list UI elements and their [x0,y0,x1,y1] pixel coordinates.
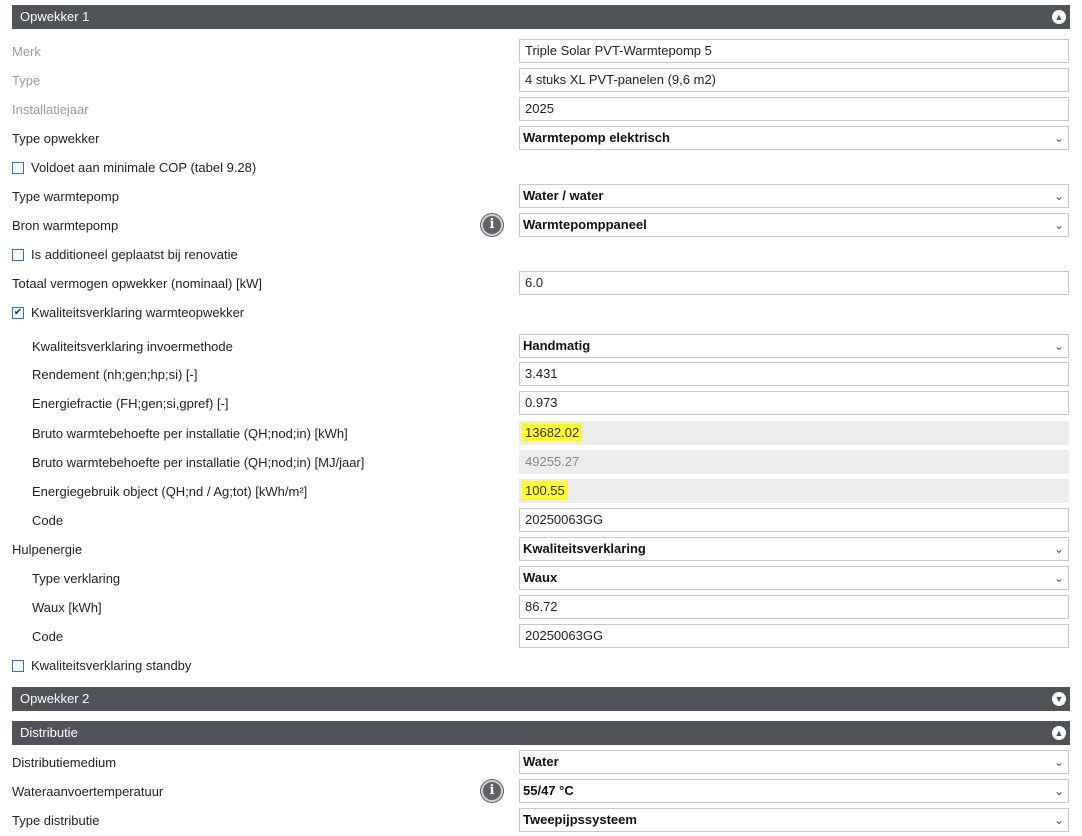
type-warmtepomp-select[interactable] [519,184,1069,208]
row-type-opwekker [0,124,1082,153]
distributiemedium-label: Distributiemedium [12,755,117,770]
bruto-mj-label: Bruto warmtebehoefte per installatie (QH;nod;in) [MJ/jaar] [32,455,365,470]
row-additioneel [0,240,1082,269]
installatiejaar-input[interactable]: 2025 [519,97,1069,121]
info-icon[interactable] [481,214,503,236]
row-type-distributie [0,806,1082,835]
bruto-kwh-field [519,421,1069,445]
row-invoermethode [0,332,1082,361]
bruto-kwh-label: Bruto warmtebehoefte per installatie (QH;nod;in) [kWh] [32,426,348,441]
chevron-up-icon[interactable]: ▲ [1052,10,1066,24]
row-type [0,66,1082,95]
min-cop-label: Voldoet aan minimale COP (tabel 9.28) [31,160,257,175]
kwaliteitsverklaring-label: Kwaliteitsverklaring warmteopwekker [31,305,245,320]
type-label: Type [12,73,41,88]
row-standby [0,651,1082,680]
row-bruto-kwh [0,419,1082,448]
chevron-down-icon: ⌄ [1053,813,1064,827]
bron-warmtepomp-label: Bron warmtepomp [12,218,119,233]
chevron-down-icon: ⌄ [1053,131,1064,145]
row-energiefractie [0,389,1082,418]
hulpenergie-label: Hulpenergie [12,542,83,557]
invoermethode-value: Handmatig [523,338,591,353]
row-distributiemedium [0,748,1082,777]
type-opwekker-value: Warmtepomp elektrisch [523,130,670,145]
section-title: Distributie [20,725,78,740]
chevron-down-icon[interactable]: ▼ [1052,692,1066,706]
chevron-down-icon: ⌄ [1053,189,1064,203]
chevron-down-icon: ⌄ [1053,542,1064,556]
totaal-vermogen-input[interactable]: 6.0 [519,271,1069,295]
hulpenergie-select[interactable] [519,537,1069,561]
standby-checkbox[interactable] [12,660,24,672]
type-verklaring-label: Type verklaring [32,571,121,586]
row-kwaliteitsverklaring [0,298,1082,327]
waux-input[interactable]: 86.72 [519,595,1069,619]
row-type-warmtepomp [0,182,1082,211]
info-icon[interactable] [481,780,503,802]
additioneel-checkbox[interactable] [12,249,24,261]
min-cop-checkbox[interactable] [12,162,24,174]
installatiejaar-label: Installatiejaar [12,102,89,117]
type-distributie-select[interactable] [519,808,1069,832]
invoermethode-label: Kwaliteitsverklaring invoermethode [32,339,233,354]
wateraanvoertemperatuur-select[interactable] [519,779,1069,803]
invoermethode-select[interactable] [519,334,1069,358]
row-bruto-mj [0,448,1082,477]
row-rendement [0,360,1082,389]
row-type-verklaring [0,564,1082,593]
bron-warmtepomp-select[interactable] [519,213,1069,237]
type-opwekker-label: Type opwekker [12,131,100,146]
row-totaal-vermogen [0,269,1082,298]
type-distributie-value: Tweepijpssysteem [523,812,637,827]
type-distributie-label: Type distributie [12,813,100,828]
chevron-down-icon: ⌄ [1053,755,1064,769]
code-2-label: Code [32,629,64,644]
waux-label: Waux [kWh] [32,600,102,615]
row-installatiejaar [0,95,1082,124]
chevron-down-icon: ⌄ [1053,339,1064,353]
row-code-2 [0,622,1082,651]
distributiemedium-value: Water [523,754,559,769]
row-waux [0,593,1082,622]
row-hulpenergie [0,535,1082,564]
row-wateraanvoertemperatuur [0,777,1082,806]
row-merk [0,37,1082,66]
code-2-input[interactable]: 20250063GG [519,624,1069,648]
chevron-up-icon[interactable]: ▲ [1052,726,1066,740]
type-verklaring-value: Waux [523,570,558,585]
section-header-opwekker-2[interactable] [12,687,1070,711]
wateraanvoertemperatuur-value: 55/47 °C [523,783,574,798]
section-header-distributie[interactable] [12,721,1070,745]
type-opwekker-select[interactable] [519,126,1069,150]
type-input[interactable]: 4 stuks XL PVT-panelen (9,6 m2) [519,68,1069,92]
wateraanvoertemperatuur-label: Wateraanvoertemperatuur [12,784,164,799]
energiefractie-input[interactable]: 0.973 [519,391,1069,415]
energiefractie-label: Energiefractie (FH;gen;si,gpref) [-] [32,396,229,411]
row-code [0,506,1082,535]
hulpenergie-value: Kwaliteitsverklaring [523,541,646,556]
code-label: Code [32,513,64,528]
chevron-down-icon: ⌄ [1053,784,1064,798]
code-input[interactable]: 20250063GG [519,508,1069,532]
type-warmtepomp-value: Water / water [523,188,604,203]
bron-warmtepomp-value: Warmtepomppaneel [523,217,647,232]
kwaliteitsverklaring-checkbox[interactable]: ✔ [13,307,23,318]
chevron-down-icon: ⌄ [1053,218,1064,232]
row-bron-warmtepomp [0,211,1082,240]
additioneel-label: Is additioneel geplaatst bij renovatie [31,247,238,262]
row-min-cop [0,153,1082,182]
bruto-mj-field: 49255.27 [519,450,1069,474]
rendement-input[interactable]: 3.431 [519,362,1069,386]
section-title: Opwekker 1 [20,9,90,24]
bruto-kwh-value: 13682.02 [522,423,582,442]
standby-label: Kwaliteitsverklaring standby [31,658,192,673]
chevron-down-icon: ⌄ [1053,571,1064,585]
totaal-vermogen-label: Totaal vermogen opwekker (nominaal) [kW] [12,276,262,291]
merk-input[interactable]: Triple Solar PVT-Warmtepomp 5 [519,39,1069,63]
type-warmtepomp-label: Type warmtepomp [12,189,119,204]
distributiemedium-select[interactable] [519,750,1069,774]
section-header-opwekker-1[interactable] [12,5,1070,29]
energiegebruik-field [519,479,1069,503]
rendement-label: Rendement (nh;gen;hp;si) [-] [32,367,198,382]
merk-label: Merk [12,44,41,59]
energiegebruik-label: Energiegebruik object (QH;nd / Ag;tot) [kWh/m²] [32,484,308,499]
section-title: Opwekker 2 [20,691,90,706]
row-energiegebruik [0,477,1082,506]
type-verklaring-select[interactable] [519,566,1069,590]
energiegebruik-value: 100.55 [522,481,568,500]
